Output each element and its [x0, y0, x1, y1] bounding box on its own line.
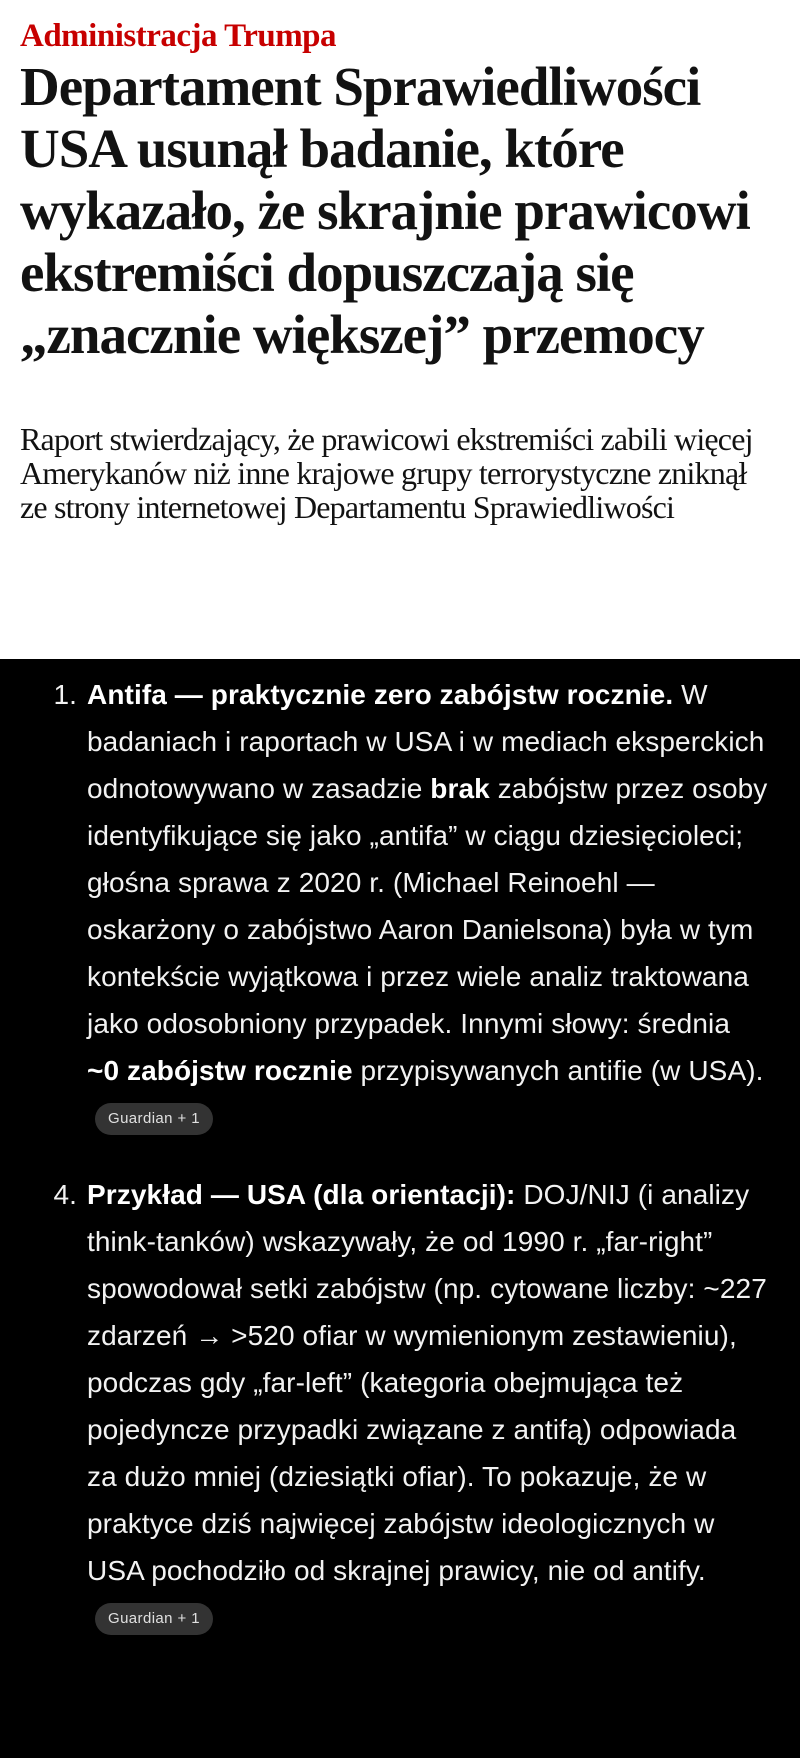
list-number: 1. [53, 679, 77, 710]
bold-lead: Antifa — praktycznie zero zabójstw rocznie. [87, 679, 674, 710]
bold-text: ~0 zabójstw rocznie [87, 1055, 353, 1086]
bold-lead: Przykład — USA (dla orientacji): [87, 1179, 516, 1210]
list-number: 4. [53, 1179, 77, 1210]
source-badge[interactable]: Guardian + 1 [95, 1603, 213, 1635]
item-text: W badaniach i raportach w USA i w mediach eksperckich odnotowywano w zasadzie [87, 679, 765, 804]
list-item [0, 671, 780, 1141]
article-screenshot [0, 0, 800, 659]
list-item-body [87, 1171, 780, 1641]
article-headline: Departament Sprawiedliwości USA usunął badanie, które wykazało, że skrajnie prawicowi ekstremiści dopuszczają się „znacznie większej” przemocy [20, 56, 750, 365]
item-text: zabójstw przez osoby identyfikujące się jako „antifa” w ciągu dziesięcioleci; głośna sprawa z 2020 r. (Michael Reinoehl — oskarżony o zabójstwo Aaron Danielsona) była w tym kontekście wyjątkowa i przez wiele analiz traktowana jako odosobniony przypadek. Innymi słowy: średnia [87, 773, 768, 1039]
bold-text: brak [430, 773, 490, 804]
article-kicker: Administracja Trumpa [20, 18, 337, 54]
item-text: przypisywanych antifie (w USA). [352, 1055, 764, 1086]
list-item-body [87, 671, 780, 1141]
list-item [0, 1171, 780, 1641]
chat-response [0, 659, 800, 1701]
article-standfirst: Raport stwierdzający, że prawicowi ekstremiści zabili więcej Amerykanów niż inne krajowe grupy terrorystyczne zniknął ze strony internetowej Departamentu Sprawiedliwości [20, 421, 753, 525]
item-text: DOJ/NIJ (i analizy think-tanków) wskazywały, że od 1990 r. „far-right” spowodował setki zabójstw (np. cytowane liczby: ~227 zdarzeń → >520 ofiar w wymienionym zestawieniu), podczas gdy „far-left” (kategoria obejmująca też pojedyncze przypadki związane z antifą) odpowiada za dużo mniej (dziesiątki ofiar). To pokazuje, że w praktyce dziś najwięcej zabójstw ideologicznych w USA pochodziło od skrajnej prawicy, nie od antify. [87, 1179, 767, 1586]
source-badge[interactable]: Guardian + 1 [95, 1103, 213, 1135]
